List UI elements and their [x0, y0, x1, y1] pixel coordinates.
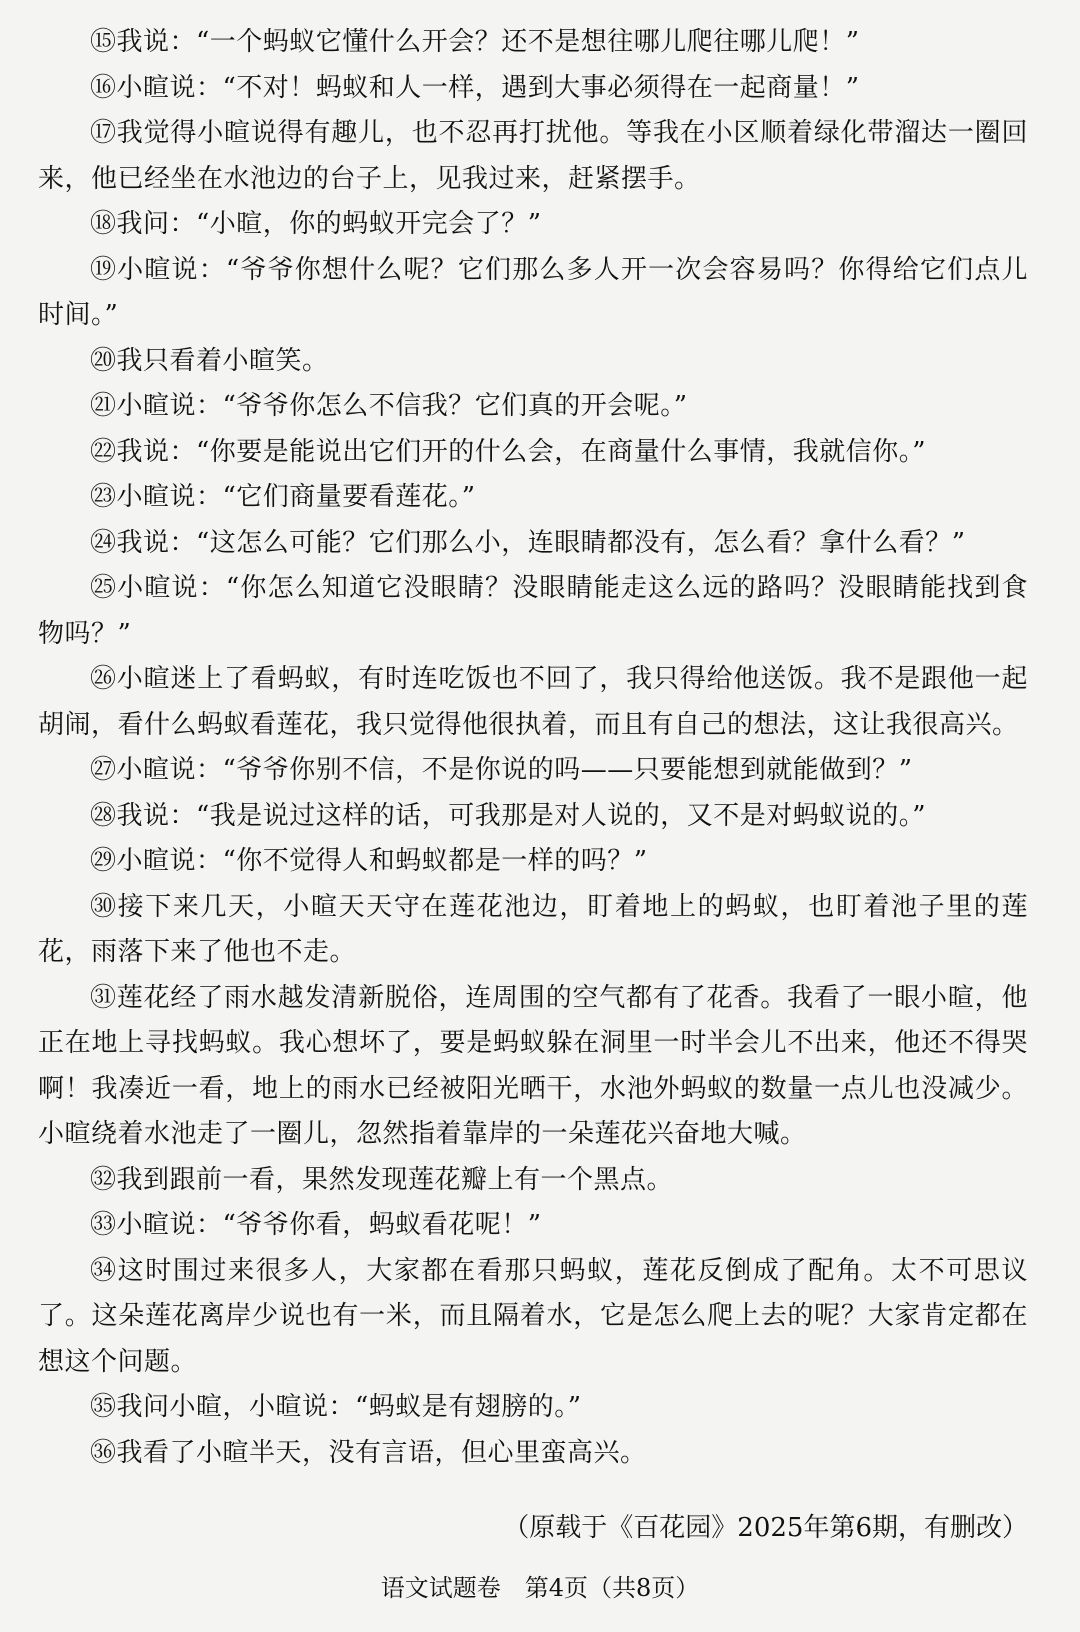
paragraph-29: ㉙小暄说：“你不觉得人和蚂蚁都是一样的吗？”	[90, 846, 648, 876]
paragraph-16: ⑯小暄说：“不对！蚂蚁和人一样，遇到大事必须得在一起商量！”	[90, 72, 860, 103]
paragraph-15: ⑮我说：“一个蚂蚁它懂什么开会？还不是想往哪儿爬往哪儿爬！”	[90, 27, 860, 57]
paragraph-23: ㉓小暄说：“它们商量要看莲花。”	[90, 482, 476, 512]
paragraph-32: ㉜我到跟前一看，果然发现莲花瓣上有一个黑点。	[90, 1164, 674, 1195]
paragraph-20: ⑳我只看着小暄笑。	[90, 345, 329, 376]
paragraph-18: ⑱我问：“小暄，你的蚂蚁开完会了？”	[90, 209, 542, 239]
paragraph-17: ⑰我觉得小暄说得有趣儿，也不忍再打扰他。等我在小区顺着绿化带溜达一圈回来，他已经坐在水池边的台子上，见我过来，赶紧摆手。	[38, 118, 1028, 194]
paragraph-25: ㉕小暄说：“你怎么知道它没眼睛？没眼睛能走这么远的路吗？没眼睛能找到食物吗？”	[38, 573, 1028, 649]
paragraph-33: ㉝小暄说：“爷爷你看，蚂蚁看花呢！”	[90, 1210, 542, 1240]
paragraph-30: ㉚接下来几天，小暄天天守在莲花池边，盯着地上的蚂蚁，也盯着池子里的莲花，雨落下来了他也不走。	[38, 891, 1028, 967]
paragraph-22: ㉒我说：“你要是能说出它们开的什么会，在商量什么事情，我就信你。”	[90, 436, 927, 467]
paragraph-36: ㊱我看了小暄半天，没有言语，但心里蛮高兴。	[90, 1437, 647, 1468]
paragraph-34: ㉞这时围过来很多人，大家都在看那只蚂蚁，莲花反倒成了配角。太不可思议了。这朵莲花离岸少说也有一米，而且隔着水，它是怎么爬上去的呢？大家肯定都在想这个问题。	[38, 1255, 1028, 1377]
page-footer: 语文试题卷 第4页（共8页）	[380, 1574, 700, 1602]
source-note: （原载于《百花园》2025年第6期，有删改）	[503, 1513, 1028, 1543]
paragraph-21: ㉑小暄说：“爷爷你怎么不信我？它们真的开会呢。”	[90, 391, 688, 421]
paragraph-35: ㉟我问小暄，小暄说：“蚂蚁是有翅膀的。”	[90, 1392, 582, 1422]
paragraph-19: ⑲小暄说：“爷爷你想什么呢？它们那么多人开一次会容易吗？你得给它们点儿时间。”	[38, 254, 1028, 330]
paragraph-24: ㉔我说：“这怎么可能？它们那么小，连眼睛都没有，怎么看？拿什么看？”	[90, 527, 966, 558]
paragraph-31: ㉛莲花经了雨水越发清新脱俗，连周围的空气都有了花香。我看了一眼小暄，他正在地上寻找蚂蚁。我心想坏了，要是蚂蚁躲在洞里一时半会儿不出来，他还不得哭啊！我凑近一看，地上的雨水已经被阳光晒干，水池外蚂蚁的数量一点儿也没减少。小暄绕着水池走了一圈儿，忽然指着靠岸的一朵莲花兴奋地大喊。	[38, 982, 1028, 1149]
paragraph-26: ㉖小暄迷上了看蚂蚁，有时连吃饭也不回了，我只得给他送饭。我不是跟他一起胡闹，看什么蚂蚁看莲花，我只觉得他很执着，而且有自己的想法，这让我很高兴。	[38, 664, 1028, 740]
article-body	[38, 20, 1028, 1476]
paragraph-28: ㉘我说：“我是说过这样的话，可我那是对人说的，又不是对蚂蚁说的。”	[90, 800, 927, 831]
paragraph-27: ㉗小暄说：“爷爷你别不信，不是你说的吗——只要能想到就能做到？”	[90, 755, 913, 785]
